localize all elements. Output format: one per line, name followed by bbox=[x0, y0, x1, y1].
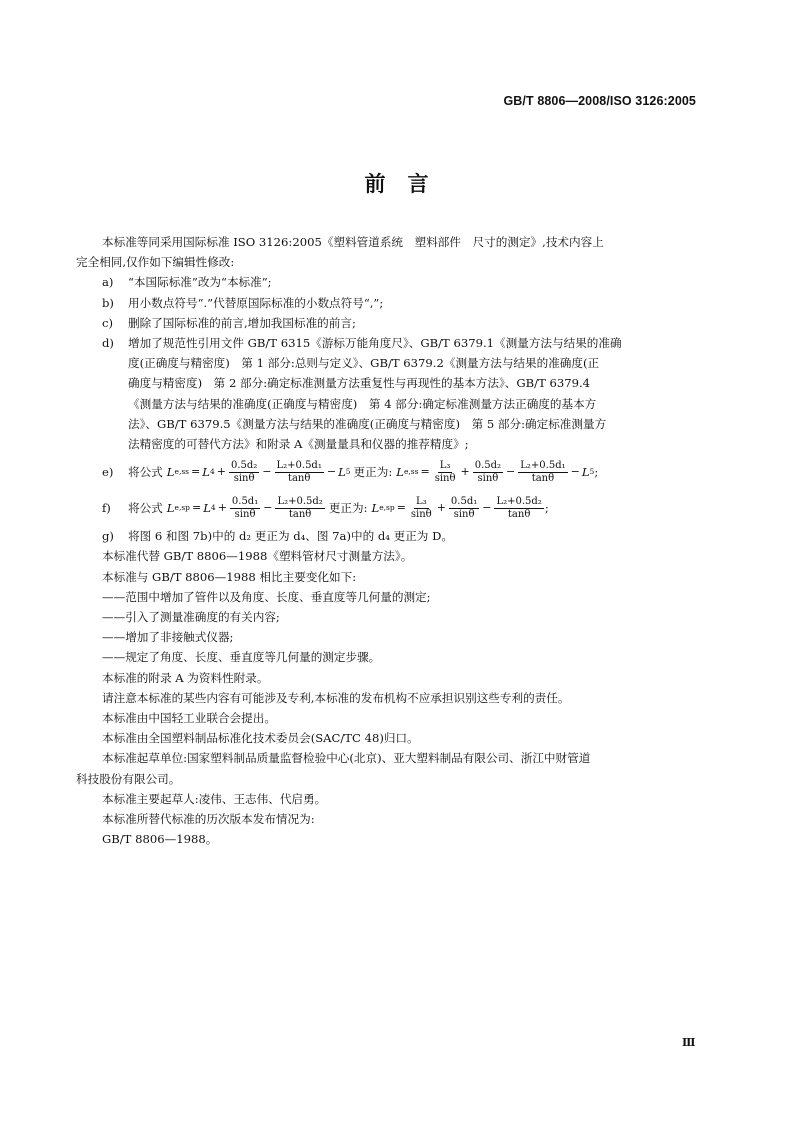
change-item: ——规定了角度、长度、垂直度等几何量的测定步骤。 bbox=[102, 650, 381, 665]
list-label: f) bbox=[102, 501, 111, 516]
document-body bbox=[76, 232, 696, 849]
formula-sub: e,sp bbox=[379, 503, 395, 513]
list-text: 将图 6 和图 7b)中的 d₂ 更正为 d₄、图 7a)中的 d₄ 更正为 D。 bbox=[128, 529, 453, 544]
formula-var: L bbox=[166, 465, 175, 480]
list-text: 删除了国际标准的前言,增加我国标准的前言; bbox=[128, 315, 356, 330]
fraction bbox=[494, 496, 543, 521]
intro-line-1: 本标准等同采用国际标准 ISO 3126:2005《塑料管道系统 塑料部件 尺寸的测定》,技术内容上 bbox=[102, 235, 604, 249]
page-title: 前言 bbox=[364, 172, 451, 196]
fraction bbox=[433, 460, 458, 485]
list-item-d bbox=[76, 333, 696, 454]
formula-var: L bbox=[396, 465, 404, 480]
formula-sub: 5 bbox=[345, 467, 351, 477]
formula-sub: 5 bbox=[589, 467, 595, 477]
list-label: a) bbox=[102, 275, 114, 290]
formula-op: = bbox=[396, 501, 406, 515]
fraction-numerator: 0.5d₂ bbox=[474, 459, 502, 471]
drafting-units-line-2: 科技股份有限公司。 bbox=[76, 771, 181, 786]
history-item: GB/T 8806—1988。 bbox=[102, 832, 218, 847]
formula-op: − bbox=[506, 465, 516, 479]
formula-op: − bbox=[570, 465, 580, 479]
formula-var: L bbox=[338, 465, 346, 480]
changes-intro: 本标准与 GB/T 8806—1988 相比主要变化如下: bbox=[102, 569, 357, 584]
fraction-numerator: L₃ bbox=[415, 495, 427, 507]
formula-op: = bbox=[191, 465, 201, 479]
formula-var: L bbox=[166, 501, 175, 516]
fraction-numerator: 0.5d₁ bbox=[231, 495, 259, 507]
list-item-b bbox=[76, 293, 696, 313]
change-item: ——增加了非接触式仪器; bbox=[102, 630, 234, 645]
fraction bbox=[230, 496, 260, 521]
formula-op: + bbox=[217, 501, 227, 515]
fraction-denominator: tanθ bbox=[531, 472, 555, 484]
fraction bbox=[275, 460, 324, 485]
list-item-a bbox=[76, 272, 696, 292]
fraction-numerator: L₂+0.5d₂ bbox=[496, 495, 542, 507]
item-d-line-3: 确度与精密度) 第 2 部分:确定标准测量方法重复性与再现性的基本方法》、GB/T 6379.4 bbox=[128, 376, 591, 391]
formula-op: = bbox=[191, 501, 202, 515]
page-number: Ⅲ bbox=[682, 1036, 696, 1049]
fraction-denominator: sinθ bbox=[234, 508, 256, 520]
drafters: 本标准主要起草人:凌伟、王志伟、代启勇。 bbox=[102, 791, 327, 806]
formula-lead: 将公式 bbox=[128, 501, 163, 516]
fraction-denominator: sinθ bbox=[434, 472, 456, 484]
formula-var: L bbox=[203, 501, 211, 516]
fraction-numerator: 0.5d₁ bbox=[450, 495, 478, 507]
fraction bbox=[518, 460, 567, 485]
fraction bbox=[449, 496, 479, 521]
formula-op: − bbox=[262, 465, 272, 479]
item-d-line-4: 《测量方法与结果的准确度(正确度与精密度) 第 4 部分:确定标准测量方法正确度的基本方 bbox=[128, 396, 597, 411]
formula-op: + bbox=[216, 465, 226, 479]
formula-var: L bbox=[581, 465, 590, 480]
formula-op: − bbox=[482, 501, 492, 515]
fraction bbox=[473, 460, 503, 485]
list-item-g bbox=[76, 526, 696, 546]
list-text: “本国际标准”改为“本标准”; bbox=[128, 275, 272, 290]
formula-sub: e,ss bbox=[403, 467, 419, 477]
formula-op: + bbox=[460, 465, 470, 479]
formula-op: = bbox=[420, 465, 430, 479]
committee: 本标准由全国塑料制品标准化技术委员会(SAC/TC 48)归口。 bbox=[102, 731, 419, 746]
formula-item-e bbox=[76, 454, 696, 490]
formula-sub: 4 bbox=[209, 467, 215, 477]
fraction-numerator: L₂+0.5d₁ bbox=[520, 459, 566, 471]
formula-end: ; bbox=[544, 501, 549, 516]
annex-note: 本标准的附录 A 为资料性附录。 bbox=[102, 670, 269, 685]
list-label: c) bbox=[102, 315, 114, 330]
item-d-line-2: 度(正确度与精密度) 第 1 部分:总则与定义》、GB/T 6379.2《测量方法与结果的准确度(正 bbox=[128, 356, 600, 371]
fraction-denominator: tanθ bbox=[507, 508, 531, 520]
list-label: e) bbox=[102, 465, 114, 480]
formula-var: L bbox=[202, 465, 210, 480]
fraction-denominator: sinθ bbox=[410, 508, 432, 520]
standard-number: GB/T 8806—2008/ISO 3126:2005 bbox=[503, 94, 696, 108]
formula-lead: 将公式 bbox=[128, 465, 163, 480]
item-d-line-6: 法精密度的可替代方法》和附录 A《测量量具和仪器的推荐精度》; bbox=[128, 437, 469, 452]
formula-item-f bbox=[76, 490, 696, 526]
fraction-denominator: sinθ bbox=[233, 472, 255, 484]
formula-var: L bbox=[371, 501, 380, 516]
formula-sub: 4 bbox=[210, 503, 216, 513]
list-label: g) bbox=[102, 529, 114, 544]
history-intro: 本标准所替代标准的历次版本发布情况为: bbox=[102, 812, 315, 827]
formula-change: 更正为: bbox=[328, 501, 368, 516]
item-d-line-1: 增加了规范性引用文件 GB/T 6315《游标万能角度尺》、GB/T 6379.1《测量方法与结果的准确 bbox=[128, 336, 622, 351]
change-item: ——范围中增加了管件以及角度、长度、垂直度等几何量的测定; bbox=[102, 589, 431, 604]
replaces-paragraph: 本标准代替 GB/T 8806—1988《塑料管材尺寸测量方法》。 bbox=[102, 549, 413, 564]
formula-sub: e,ss bbox=[174, 467, 190, 477]
fraction-denominator: sinθ bbox=[453, 508, 475, 520]
drafting-units-line-1: 本标准起草单位:国家塑料制品质量监督检验中心(北京)、亚大塑料制品有限公司、浙江中财管道 bbox=[102, 751, 591, 766]
list-label: b) bbox=[102, 295, 114, 310]
fraction-numerator: L₃ bbox=[439, 459, 451, 471]
list-label: d) bbox=[102, 336, 114, 351]
fraction-numerator: L₂+0.5d₁ bbox=[276, 459, 322, 471]
fraction-denominator: tanθ bbox=[288, 508, 312, 520]
intro-line-2: 完全相同,仅作如下编辑性修改: bbox=[76, 255, 235, 270]
fraction-denominator: tanθ bbox=[287, 472, 311, 484]
list-text: 用小数点符号“.”代替原国际标准的小数点符号“,”; bbox=[128, 295, 384, 310]
fraction-denominator: sinθ bbox=[477, 472, 499, 484]
fraction-numerator: 0.5d₂ bbox=[230, 459, 258, 471]
fraction bbox=[275, 496, 324, 521]
formula-op: + bbox=[436, 501, 446, 515]
fraction-numerator: L₂+0.5d₂ bbox=[277, 495, 323, 507]
formula-change: 更正为: bbox=[353, 465, 393, 480]
list-item-c bbox=[76, 313, 696, 333]
formula-op: − bbox=[263, 501, 273, 515]
proposer: 本标准由中国轻工业联合会提出。 bbox=[102, 711, 276, 726]
fraction bbox=[409, 496, 434, 521]
change-item: ——引入了测量准确度的有关内容; bbox=[102, 610, 280, 625]
patent-note: 请注意本标准的某些内容有可能涉及专利,本标准的发布机构不应承担识别这些专利的责任。 bbox=[102, 690, 570, 705]
list-text bbox=[128, 333, 696, 454]
formula-sub: e,sp bbox=[174, 503, 190, 513]
fraction bbox=[229, 460, 259, 485]
formula-end: ; bbox=[594, 465, 599, 480]
item-d-line-5: 法》、GB/T 6379.5《测量方法与结果的准确度(正确度与精密度) 第 5 部分:确定标准测量方 bbox=[128, 416, 607, 431]
formula-op: − bbox=[326, 465, 337, 479]
